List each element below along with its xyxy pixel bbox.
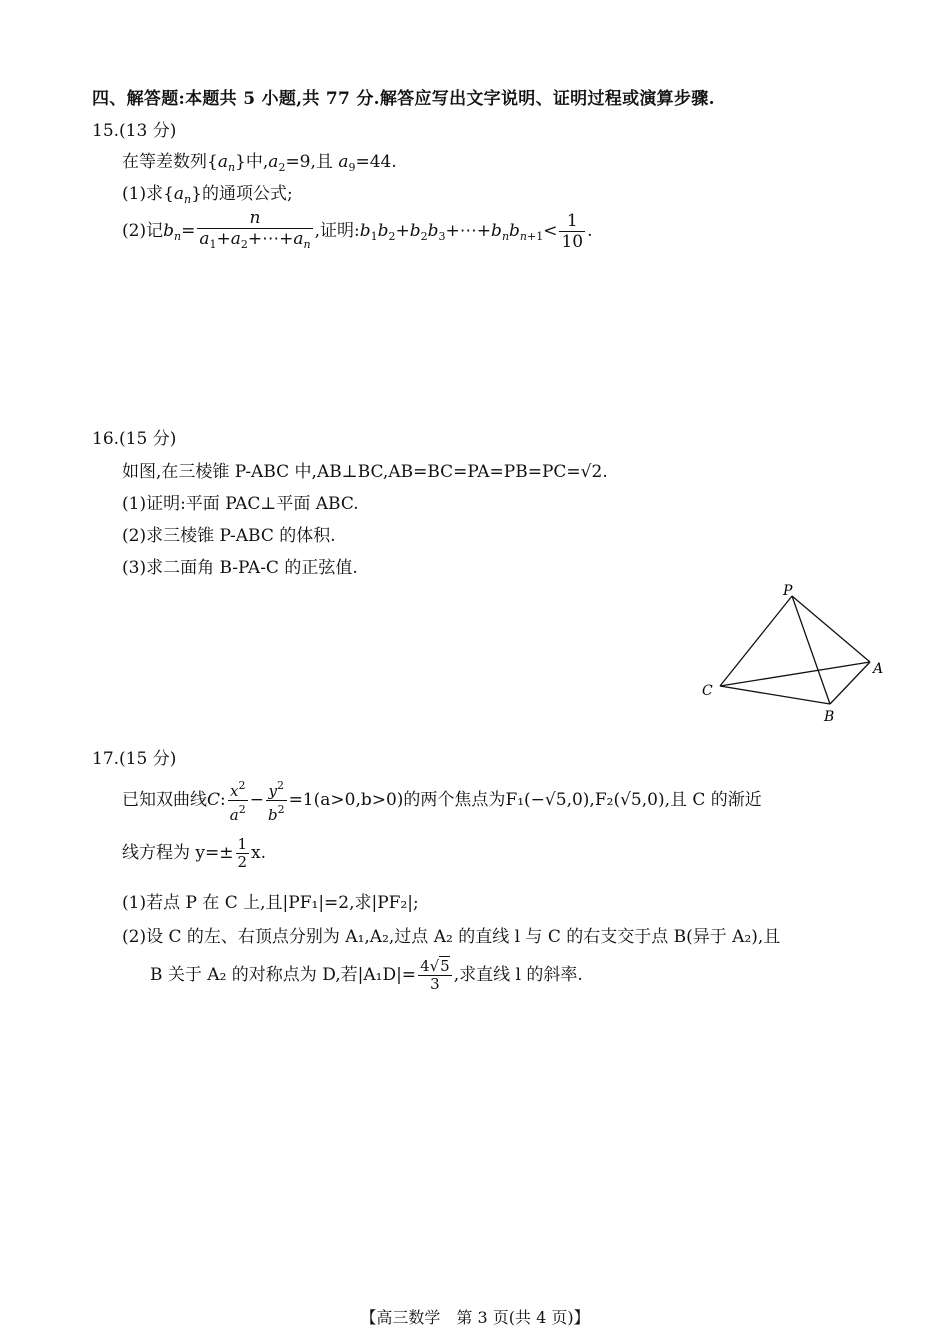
q15-part1: (1)求$\{a_n\}$的通项公式; [122,184,293,206]
q15-one-tenth-fraction: $\frac{1}{10}$ [561,211,584,252]
q17-part2-line1: (2)设 C 的左、右顶点分别为 A₁,A₂,过点 A₂ 的直线 l 与 C 的右支交于点 B(异于 A₂),且 [122,927,781,947]
q17-part2-line2 [150,958,583,993]
q17-4root5-over-3: $\frac{4√5}{3}$ [420,957,450,993]
section-heading: 四、解答题:本题共 5 小题,共 77 分.解答应写出文字说明、证明过程或演算步骤. [92,89,715,109]
q15-bn-fraction: $\frac{n}{a_1+a_2+\cdots+a_n}$ [199,208,311,251]
q16-number: 16.(15 分) [92,429,177,449]
q17-part2-line2-prefix: B 关于 A₂ 的对称点为 D,若|A₁D|= [150,965,417,985]
pyramid-figure [690,578,890,728]
q17-stem-prefix: 已知双曲线 [122,790,207,810]
q15-part2-prove: ,证明: [314,221,360,241]
q17-stem-line2 [122,836,266,871]
q17-stem-line1: 已知双曲线C: $\frac{x^2}{a^2}$ − $\frac{y^2}{b^2}$ =1(a>0,b>0)的两个焦点为F₁(−√5,0),F₂(√5,0),且 C 的渐近 [122,779,762,824]
q15-part2-prefix: (2)记 [122,221,164,241]
q15-stem-prefix: 在等差数列{ [122,152,218,172]
q17-stem-mid: =1(a>0,b>0)的两个焦点为 [288,790,506,810]
q16-part2: (2)求三棱锥 P-ABC 的体积. [122,526,336,546]
q15-stem: 在等差数列$\{a_n\}$中$,a_2=9$,且 $a_9=44$. [122,152,397,174]
q15-part2: (2)记$b_n=$ $\frac{n}{a_1+a_2+\cdots+a_n}$ ,证明$:b_1b_2+b_2b_3+\cdots+b_nb_{n+1}<$ $\frac{1}{10}$ . [122,208,593,255]
q15-stem-a9: =44. [355,152,397,172]
q17-part1: (1)若点 P 在 C 上,且|PF₁|=2,求|PF₂|; [122,893,419,913]
q17-half-fraction: $\frac{1}{2}$ [237,835,248,871]
q17-x2-over-a2: $\frac{x^2}{a^2}$ [229,779,246,824]
q16-stem: 如图,在三棱锥 P-ABC 中,AB⊥BC,AB=BC=PA=PB=PC=√2. [122,462,608,482]
q16-part3: (3)求二面角 B-PA-C 的正弦值. [122,558,358,578]
label-a: A [873,661,884,677]
label-p: P [783,583,793,599]
q17-y2-over-b2: $\frac{y^2}{b^2}$ [267,779,285,824]
q15-number: 15.(13 分) [92,121,177,141]
q15-stem-mid: }中, [235,152,269,172]
q15-stem-a2: =9,且 [285,152,333,172]
q17-number: 17.(15 分) [92,749,177,769]
q17-line2-prefix: 线方程为 y=± [122,843,234,863]
edge-ba [830,662,870,704]
edge-ca [720,662,870,686]
q15-part1-prefix: (1)求{ [122,184,174,204]
page-footer: 【高三数学 第 3 页(共 4 页)】 [360,1308,590,1327]
q15-part2-end: . [587,221,593,241]
q15-part1-suffix: }的通项公式; [191,184,293,204]
q17-stem-foci: F₁(−√5,0),F₂(√5,0),且 C 的渐近 [505,790,762,810]
q16-part1: (1)证明:平面 PAC⊥平面 ABC. [122,494,359,514]
edge-cb [720,686,830,704]
label-b: B [824,709,835,725]
edge-pc [720,596,792,686]
label-c: C [702,683,713,699]
q17-line2-suffix: x. [251,843,267,863]
q17-part2-line2-suffix: ,求直线 l 的斜率. [453,965,583,985]
